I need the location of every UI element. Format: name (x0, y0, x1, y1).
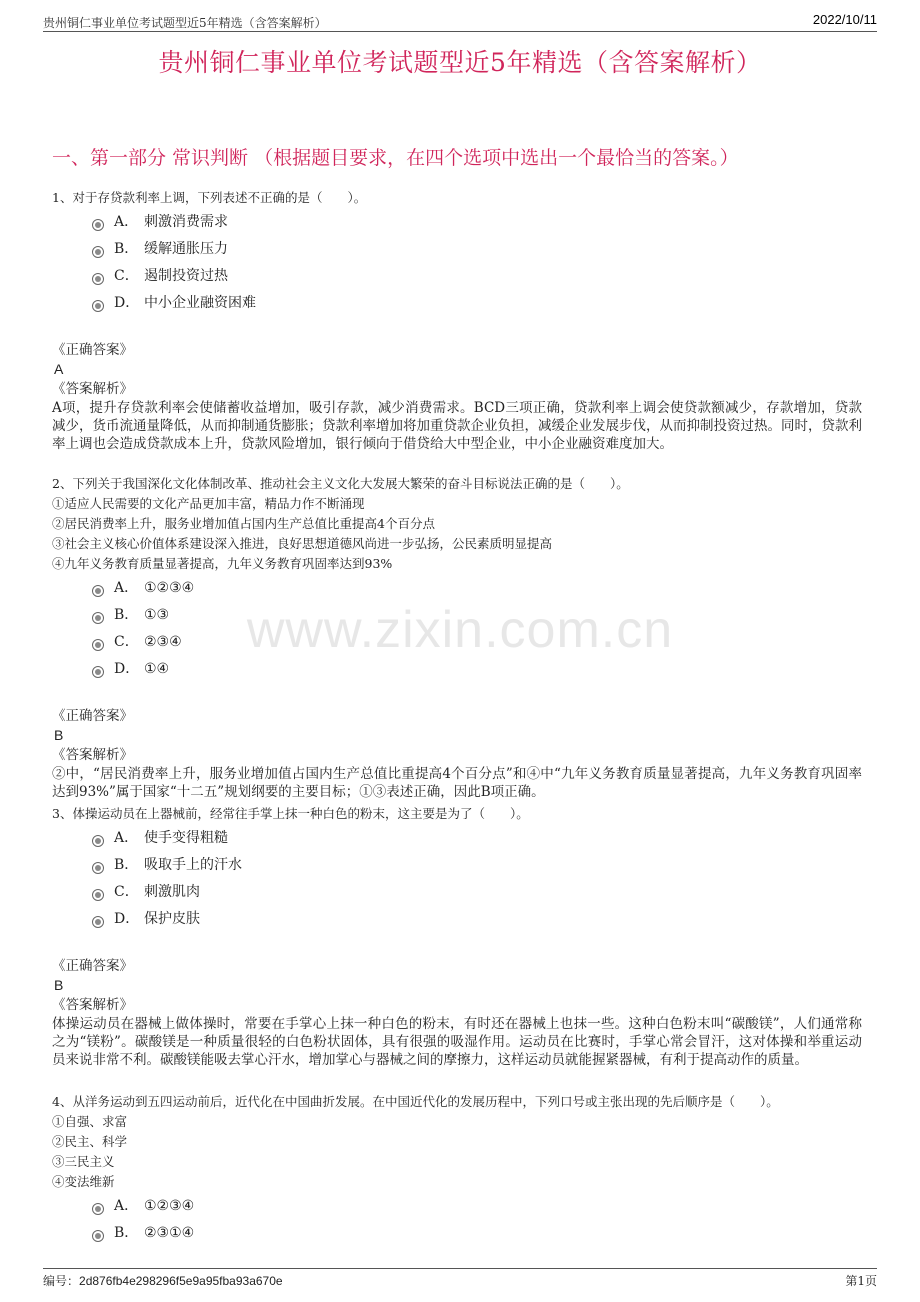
footer-code: 编号：2d876fb4e298296f5e9a95fba93a670e (43, 1274, 283, 1288)
question-stem: 3、体操运动员在上器械前，经常往手掌上抹一种白色的粉末，这主要是为了（ ）。 (52, 806, 529, 821)
option-list (92, 209, 862, 317)
radio-icon[interactable] (92, 889, 104, 901)
radio-icon[interactable] (92, 1230, 104, 1242)
option-c[interactable]: C． 刺激肌肉 (92, 879, 862, 906)
analysis-label: 《答案解析》 (52, 381, 133, 397)
option-d[interactable]: D． 中小企业融资困难 (92, 290, 862, 317)
footer-rule (43, 1268, 877, 1269)
option-d[interactable]: D． ①④ (92, 656, 862, 683)
correct-answer-label: 《正确答案》 (52, 958, 133, 974)
option-c[interactable]: C． ②③④ (92, 629, 862, 656)
statement: ③三民主义 (52, 1154, 115, 1169)
option-b[interactable]: B． ②③①④ (92, 1220, 862, 1247)
radio-icon[interactable] (92, 300, 104, 312)
header-rule (43, 31, 877, 32)
radio-icon[interactable] (92, 273, 104, 285)
analysis-label: 《答案解析》 (52, 747, 133, 763)
correct-answer: B (54, 977, 64, 993)
correct-answer: B (54, 727, 64, 743)
radio-icon[interactable] (92, 585, 104, 597)
answer-explanation: A项，提升存贷款利率会使储蓄收益增加，吸引存款，减少消费需求。BCD三项正确，贷款利率上调会使贷款额减少，存款增加，贷款减少，货币流通量降低，从而抑制通货膨胀；贷款利率增加将加重贷款企业负担，减缓企业发展步伐，从而抑制投资过热。同时，贷款利率上调也会造成贷款成本上升，贷款风险增加，银行倾向于借贷给大中型企业，中小企业融资难度加大。 (52, 400, 862, 452)
radio-icon[interactable] (92, 639, 104, 651)
option-b[interactable]: B． ①③ (92, 602, 862, 629)
document-title: 贵州铜仁事业单位考试题型近5年精选（含答案解析） (158, 48, 762, 77)
correct-answer-label: 《正确答案》 (52, 708, 133, 724)
statement: ①适应人民需要的文化产品更加丰富，精品力作不断涌现 (52, 496, 365, 511)
correct-answer-label: 《正确答案》 (52, 342, 133, 358)
statement: ③社会主义核心价值体系建设深入推进，良好思想道德风尚进一步弘扬，公民素质明显提高 (52, 536, 553, 551)
option-c[interactable]: C． 遏制投资过热 (92, 263, 862, 290)
page-footer (43, 1268, 877, 1288)
question-2 (52, 474, 862, 801)
radio-icon[interactable] (92, 612, 104, 624)
radio-icon[interactable] (92, 835, 104, 847)
answer-explanation: ②中，“居民消费率上升，服务业增加值占国内生产总值比重提高4个百分点”和④中“九年义务教育质量显著提高，九年义务教育巩固率达到93%”属于国家“十二五”规划纲要的主要目标；①③表述正确，因此B项正确。 (52, 766, 862, 800)
option-a[interactable]: A． ①②③④ (92, 1193, 862, 1220)
statement: ①自强、求富 (52, 1114, 128, 1129)
option-list (92, 575, 862, 683)
question-1 (52, 188, 862, 453)
option-b[interactable]: B． 缓解通胀压力 (92, 236, 862, 263)
question-4 (52, 1092, 862, 1247)
answer-explanation: 体操运动员在器械上做体操时，常要在手掌心上抹一种白色的粉末，有时还在器械上也抹一些。这种白色粉末叫“碳酸镁”，人们通常称之为“镁粉”。碳酸镁是一种质量很轻的白色粉状固体，具有很强的吸湿作用。运动员在比赛时，手掌心常会冒汗，这对体操和举重运动员来说非常不利。碳酸镁能吸去掌心汗水，增加掌心与器械之间的摩擦力，这样运动员就能握紧器械，有利于提高动作的质量。 (52, 1016, 862, 1068)
statement: ④九年义务教育质量显著提高，九年义务教育巩固率达到93% (52, 556, 393, 571)
radio-icon[interactable] (92, 862, 104, 874)
statement: ②民主、科学 (52, 1134, 128, 1149)
option-a[interactable]: A． 刺激消费需求 (92, 209, 862, 236)
analysis-label: 《答案解析》 (52, 997, 133, 1013)
statement: ④变法维新 (52, 1174, 115, 1189)
page-header (43, 10, 877, 32)
radio-icon[interactable] (92, 666, 104, 678)
option-d[interactable]: D． 保护皮肤 (92, 906, 862, 933)
statement: ②居民消费率上升，服务业增加值占国内生产总值比重提高4个百分点 (52, 516, 435, 531)
question-stem: 1、对于存贷款利率上调，下列表述不正确的是（ ）。 (52, 190, 367, 205)
option-b[interactable]: B． 吸取手上的汗水 (92, 852, 862, 879)
radio-icon[interactable] (92, 916, 104, 928)
option-a[interactable]: A． 使手变得粗糙 (92, 825, 862, 852)
question-stem: 2、下列关于我国深化文化体制改革、推动社会主义文化大发展大繁荣的奋斗目标说法正确的是（ ）。 (52, 476, 629, 491)
section-heading: 一、第一部分 常识判断 （根据题目要求，在四个选项中选出一个最恰当的答案。） (52, 147, 739, 169)
page-number: 第1页 (845, 1274, 877, 1288)
header-date: 2022/10/11 (812, 12, 877, 27)
option-a[interactable]: A． ①②③④ (92, 575, 862, 602)
radio-icon[interactable] (92, 1203, 104, 1215)
correct-answer: A (54, 361, 64, 377)
question-3 (52, 804, 862, 1069)
radio-icon[interactable] (92, 246, 104, 258)
option-list (92, 825, 862, 933)
question-stem: 4、从洋务运动到五四运动前后，近代化在中国曲折发展。在中国近代化的发展历程中，下列口号或主张出现的先后顺序是（ ）。 (52, 1094, 779, 1109)
option-list (92, 1193, 862, 1247)
radio-icon[interactable] (92, 219, 104, 231)
watermark: www.zixin.com.cn (246, 601, 674, 659)
header-doc-title: 贵州铜仁事业单位考试题型近5年精选（含答案解析） (43, 16, 327, 30)
